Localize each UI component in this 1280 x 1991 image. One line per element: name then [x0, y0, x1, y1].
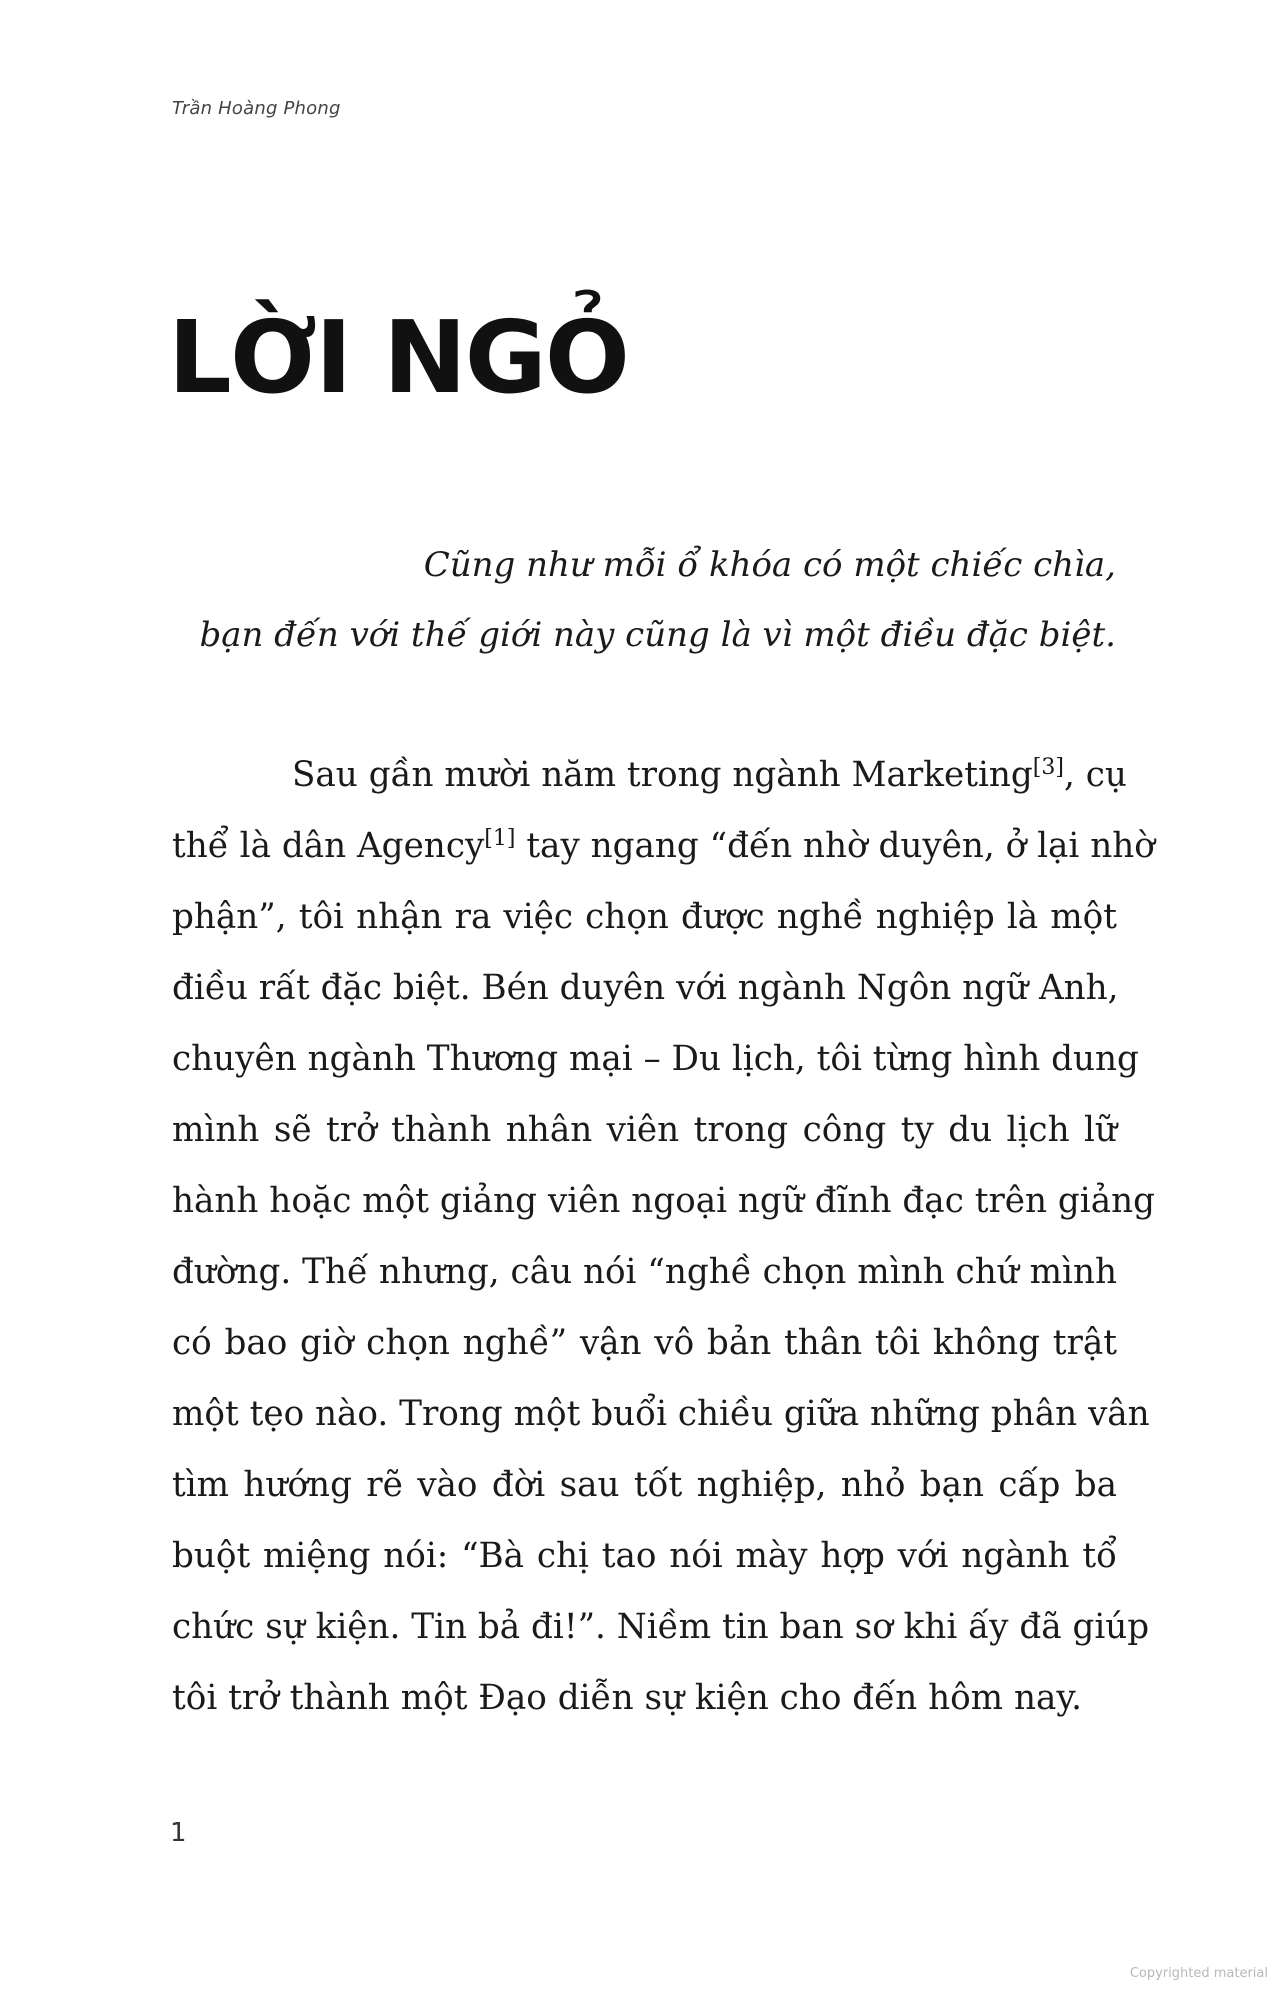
chapter-title: LỜI NGỎ [168, 299, 628, 416]
epigraph-line: Cũng như mỗi ổ khóa có một chiếc chìa, [423, 545, 1116, 585]
footnote-ref-1[interactable]: [1] [484, 826, 516, 851]
body-line [172, 811, 1155, 882]
body-paragraph [172, 740, 1156, 1734]
body-line: có bao giờ chọn nghề” vận vô bản thân tôi không trật [172, 1323, 1117, 1363]
body-line: phận”, tôi nhận ra việc chọn được nghề nghiệp là một [172, 897, 1117, 937]
body-line: điều rất đặc biệt. Bén duyên với ngành Ngôn ngữ Anh, [172, 968, 1119, 1008]
body-line: buột miệng nói: “Bà chị tao nói mày hợp với ngành tổ [172, 1536, 1117, 1576]
epigraph-line: bạn đến với thế giới này cũng là vì một điều đặc biệt. [199, 615, 1116, 655]
body-text-fragment: thể là dân Agency [172, 826, 485, 866]
body-line: đường. Thế nhưng, câu nói “nghề chọn mình chứ mình [172, 1252, 1117, 1292]
copyright-watermark: Copyrighted material [1129, 1966, 1268, 1981]
body-text-fragment: Sau gần mười năm trong ngành Marketing [292, 755, 1033, 795]
body-text-fragment: tay ngang “đến nhờ duyên, ở lại nhờ [515, 826, 1155, 866]
body-line: tôi trở thành một Đạo diễn sự kiện cho đến hôm nay. [172, 1678, 1083, 1718]
body-line [172, 740, 1127, 811]
running-head-author: Trần Hoàng Phong [172, 98, 341, 119]
body-text-fragment: , cụ [1063, 755, 1127, 795]
page-number: 1 [170, 1818, 187, 1848]
body-line: một tẹo nào. Trong một buổi chiều giữa những phân vân [172, 1394, 1150, 1434]
footnote-ref-3[interactable]: [3] [1032, 755, 1064, 780]
epigraph [199, 530, 1116, 670]
body-line: chuyên ngành Thương mại – Du lịch, tôi từng hình dung [172, 1039, 1139, 1079]
body-line: tìm hướng rẽ vào đời sau tốt nghiệp, nhỏ bạn cấp ba [172, 1465, 1117, 1505]
body-line: chức sự kiện. Tin bả đi!”. Niềm tin ban sơ khi ấy đã giúp [172, 1607, 1150, 1647]
body-line: mình sẽ trở thành nhân viên trong công ty du lịch lữ [172, 1110, 1117, 1150]
body-line: hành hoặc một giảng viên ngoại ngữ đĩnh đạc trên giảng [172, 1181, 1156, 1221]
